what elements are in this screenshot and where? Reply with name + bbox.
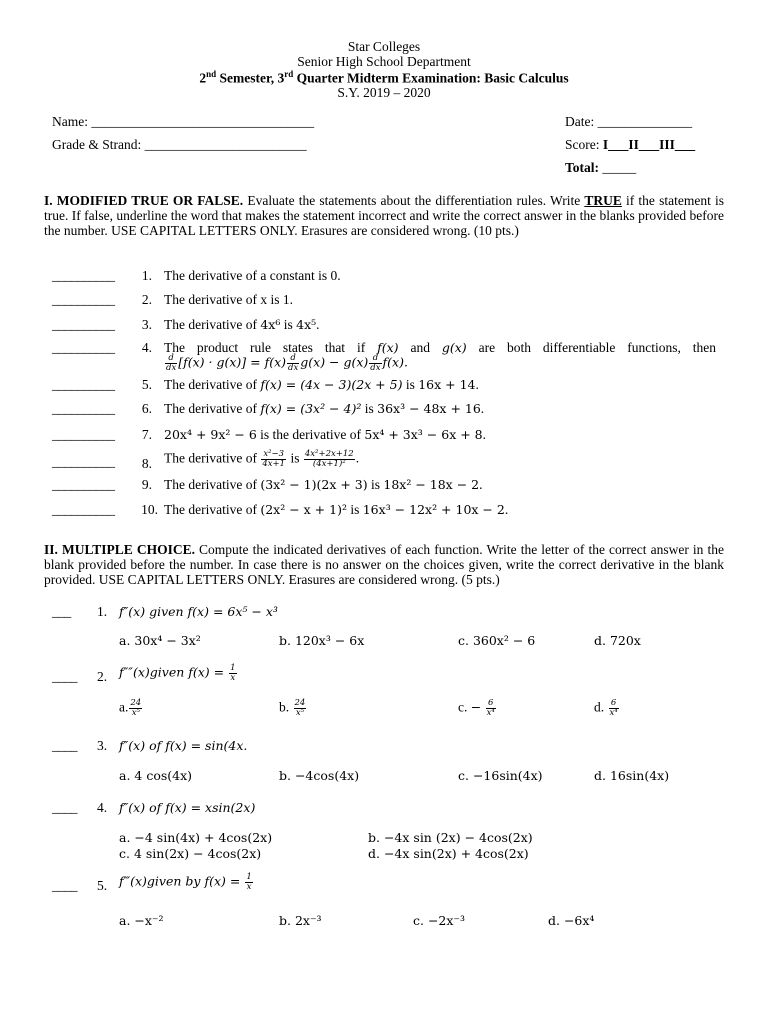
choice-a: a. $\frac{24}{\text{x⁵}}$ xyxy=(119,698,142,718)
question: f″(x) given f(x) = 6x⁵ − x³ xyxy=(119,604,278,619)
choice-c: c. 4 sin(2x) − 4cos(2x) xyxy=(119,846,262,861)
choice-b: b. 2x⁻³ xyxy=(279,913,322,928)
answer-blank[interactable]: __________ xyxy=(52,268,115,283)
choice-a: a. 30x⁴ − 3x² xyxy=(119,633,201,648)
answer-blank[interactable]: ____ xyxy=(52,800,77,815)
answer-blank[interactable]: __________ xyxy=(52,427,115,442)
answer-blank[interactable]: __________ xyxy=(52,454,115,469)
name-label: Name: xyxy=(52,114,88,129)
date-field[interactable]: Date: ______________ xyxy=(565,114,693,129)
school-name: Star Colleges xyxy=(347,39,421,54)
statement: The derivative of (3x² − 1)(2x + 3) is 18x² − 18x − 2. xyxy=(164,477,483,492)
statement-continued: $\frac{d}{dx}$ [f(x) · g(x)] = f(x) $\frac{d}{dx}$ g(x) − g(x) $\frac{d}{dx}$ f(x). xyxy=(166,353,408,373)
choice-d: d. 16sin(4x) xyxy=(594,768,670,783)
choice-d: d. $\frac{6}{\text{x⁴}}$ xyxy=(594,698,618,718)
school-year: S.Y. 2019 – 2020 xyxy=(337,85,431,100)
question: f″(x) of f(x) = sin(4x. xyxy=(119,738,248,753)
score-field[interactable]: Score: I___II___III___ xyxy=(565,137,696,152)
choice-b: b. −4x sin (2x) − 4cos(2x) xyxy=(368,830,533,845)
answer-blank[interactable]: __________ xyxy=(52,340,115,355)
answer-blank[interactable]: ____ xyxy=(52,878,77,893)
exam-title: 2nd Semester, 3rd Quarter Midterm Examination: Basic Calculus xyxy=(199,69,569,86)
statement: The derivative of f(x) = (3x² − 4)² is 36x³ − 48x + 16. xyxy=(164,401,485,416)
statement: The derivative of (2x² − x + 1)² is 16x³ − 12x² + 10x − 2. xyxy=(164,502,509,517)
part2-instructions: II. MULTIPLE CHOICE. Compute the indicated derivatives of each function. Write the letter of the correct answer in the blank provided before the number. In case there is no answer on the choices given, write the correct derivative in the blank provided. USE CAPITAL LETTERS ONLY. Erasures are considered wrong. (5 pts.) xyxy=(44,542,724,587)
choice-b: b. −4cos(4x) xyxy=(279,768,360,783)
choice-a: a. −4 sin(4x) + 4cos(2x) xyxy=(119,830,273,845)
answer-blank[interactable]: __________ xyxy=(52,317,115,332)
answer-blank[interactable]: ___ xyxy=(52,604,71,619)
grade-strand-field[interactable]: Grade & Strand: ________________________ xyxy=(52,137,307,152)
statement: The product rule states that if f(x) and g(x) are both differentiable functions, then xyxy=(164,340,717,355)
question: f″″(x)given f(x) = $\frac{1}{x}$ xyxy=(119,663,236,683)
statement: The derivative of $\frac{\text{x²−3}}{4x+1}$ is $\frac{\text{4x²+2x+12}}{\text{(4x+1)²}}$ . xyxy=(164,449,360,469)
answer-blank[interactable]: __________ xyxy=(52,292,115,307)
choice-c: c. −2x⁻³ xyxy=(413,913,466,928)
choice-d: d. −6x⁴ xyxy=(548,913,595,928)
part1-title: I. MODIFIED TRUE OR FALSE. xyxy=(44,193,244,208)
choice-a: a. 4 cos(4x) xyxy=(119,768,193,783)
choice-a: a. −x⁻² xyxy=(119,913,164,928)
answer-blank[interactable]: __________ xyxy=(52,502,115,517)
answer-blank[interactable]: __________ xyxy=(52,377,115,392)
question: f‴(x)given by f(x) = $\frac{1}{x}$ xyxy=(119,872,252,892)
total-label: Total: xyxy=(565,160,600,175)
total-field[interactable]: Total: _____ xyxy=(565,160,637,175)
department-name: Senior High School Department xyxy=(297,54,471,69)
date-label: Date: xyxy=(565,114,595,129)
statement: The derivative of 4x⁶ is 4x⁵. xyxy=(164,317,320,332)
choice-b: b. $\frac{24}{\text{x⁵}}$ xyxy=(279,698,306,718)
choice-d: d. 720x xyxy=(594,633,641,648)
answer-blank[interactable]: ____ xyxy=(52,738,77,753)
part2-title: II. MULTIPLE CHOICE. xyxy=(44,542,195,557)
choice-c: c. − $\frac{6}{\text{x⁴}}$ xyxy=(458,698,495,718)
choice-d: d. −4x sin(2x) + 4cos(2x) xyxy=(368,846,529,861)
answer-blank[interactable]: ____ xyxy=(52,669,77,684)
question: f″(x) of f(x) = xsin(2x) xyxy=(119,800,256,815)
choice-c: c. 360x² − 6 xyxy=(458,633,536,648)
name-field[interactable]: Name: _________________________________ xyxy=(52,114,315,129)
answer-blank[interactable]: __________ xyxy=(52,477,115,492)
score-label: Score: xyxy=(565,137,600,152)
statement: The derivative of f(x) = (4x − 3)(2x + 5) is 16x + 14. xyxy=(164,377,479,392)
choice-c: c. −16sin(4x) xyxy=(458,768,543,783)
answer-blank[interactable]: __________ xyxy=(52,401,115,416)
statement: The derivative of x is 1. xyxy=(164,292,293,307)
statement: 20x⁴ + 9x² − 6 is the derivative of 5x⁴ + 3x³ − 6x + 8. xyxy=(164,427,486,442)
statement: The derivative of a constant is 0. xyxy=(164,268,341,283)
grade-strand-label: Grade & Strand: xyxy=(52,137,142,152)
part1-instructions: I. MODIFIED TRUE OR FALSE. Evaluate the statements about the differentiation rules. Write TRUE if the statement is true. If false, underline the word that makes the statement incorrect and write the correct answer in the blanks provided before the number. USE CAPITAL LETTERS ONLY. Erasures are considered wrong. (10 pts.) xyxy=(44,193,724,238)
choice-b: b. 120x³ − 6x xyxy=(279,633,365,648)
